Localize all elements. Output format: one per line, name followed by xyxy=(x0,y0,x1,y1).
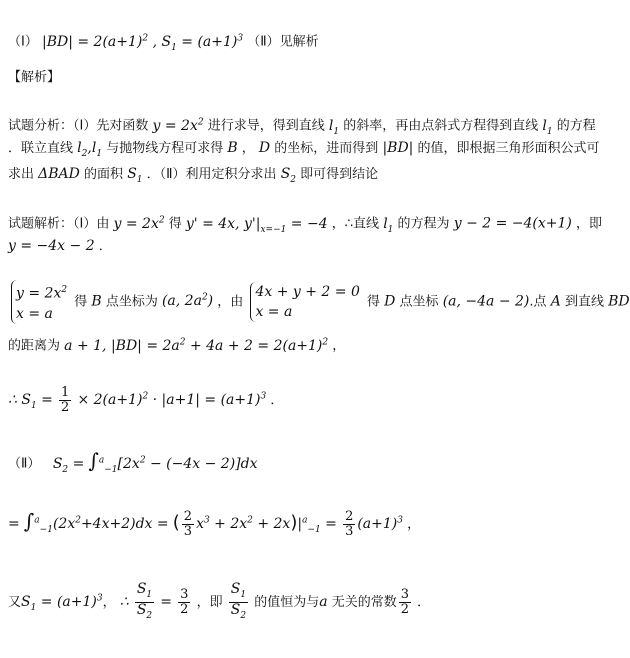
part2-text: 见解析 xyxy=(279,34,319,50)
analysis-line-1: 试题分析：（Ⅰ）先对函数 $y = 2x^2$ 进行求导，得到直线 $l_1$ 的斜率，再由点斜式方程得到直线 $l_1$ 的方程 xyxy=(8,117,596,137)
solution-line-4: 的距离为 a + 1, $|BD| = 2a^2 + 4a + 2 = 2(a+1)^2$ ， xyxy=(8,337,346,354)
analysis-line-2: ．联立直线 $l_2,l_1$ 与抛物线方程可求得 B ， D 的坐标，进而得到 |BD| 的值，即根据三角形面积公式可 xyxy=(8,140,600,159)
solution-line-3: $y = 2x^2$ x = a 得 B 点坐标为 (a, $2a^2$) ，由 4x + y + 2 = 0 x = a 得 D 点坐标 (a, −4a − 2).点 A 到直线 BD xyxy=(8,280,622,324)
system-2: 4x + y + 2 = 0 x = a xyxy=(250,282,359,322)
solution-line-7: = $\int^a_{-1}(2x^2+4x+2)dx$ = ( $\frac{2}{3}$ $x^3 + 2x^2 + 2x)|^a_{-1}$ = $\frac{2}{3}$ $(a+1)^3$ ， xyxy=(8,509,421,539)
solution-line-8: 又$S_1 = (a+1)^3$， ∴ $\frac{S_1}{S_2}$ = $\frac{3}{2}$ ，即 $\frac{S_1}{S_2}$ 的值恒为与a 无关的常数 $\frac{3}{2}$ ． xyxy=(8,581,431,621)
analysis-line-3: 求出 ΔBAD 的面积 $S_1$ ．（Ⅱ）利用定积分求出 $S_2$ 即可得到结论 xyxy=(8,166,379,185)
part2-label: （Ⅱ） xyxy=(247,34,280,50)
analysis-heading: 【解析】 xyxy=(8,70,61,85)
system-1: $y = 2x^2$ x = a xyxy=(11,280,67,324)
solution-line-2: y = −4x − 2 ． xyxy=(8,238,112,254)
solution-line-5: ∴ $S_1$ = $\frac{1}{2}$ × $2(a+1)^2 \cdot |a+1| = (a+1)^3$ ． xyxy=(8,385,284,415)
answer-line xyxy=(8,28,622,57)
solution-line-6: （Ⅱ） $S_2 = \int^a_{-1}[2x^2 - (-4x - 2)]dx$ xyxy=(8,448,258,475)
solution-line-1: 试题解析：（Ⅰ）由 $y = 2x^2$ 得 y' = 4x, $y'|_{x=-1} = -4$ ，∴直线 $l_1$ 的方程为 y − 2 = −4(x+1) ，即 xyxy=(8,215,603,235)
part1-label: （Ⅰ） xyxy=(8,34,38,50)
answer-formula-1: $|BD| = 2(a+1)^2$ , $S_1 = (a+1)^3$ xyxy=(41,33,244,53)
